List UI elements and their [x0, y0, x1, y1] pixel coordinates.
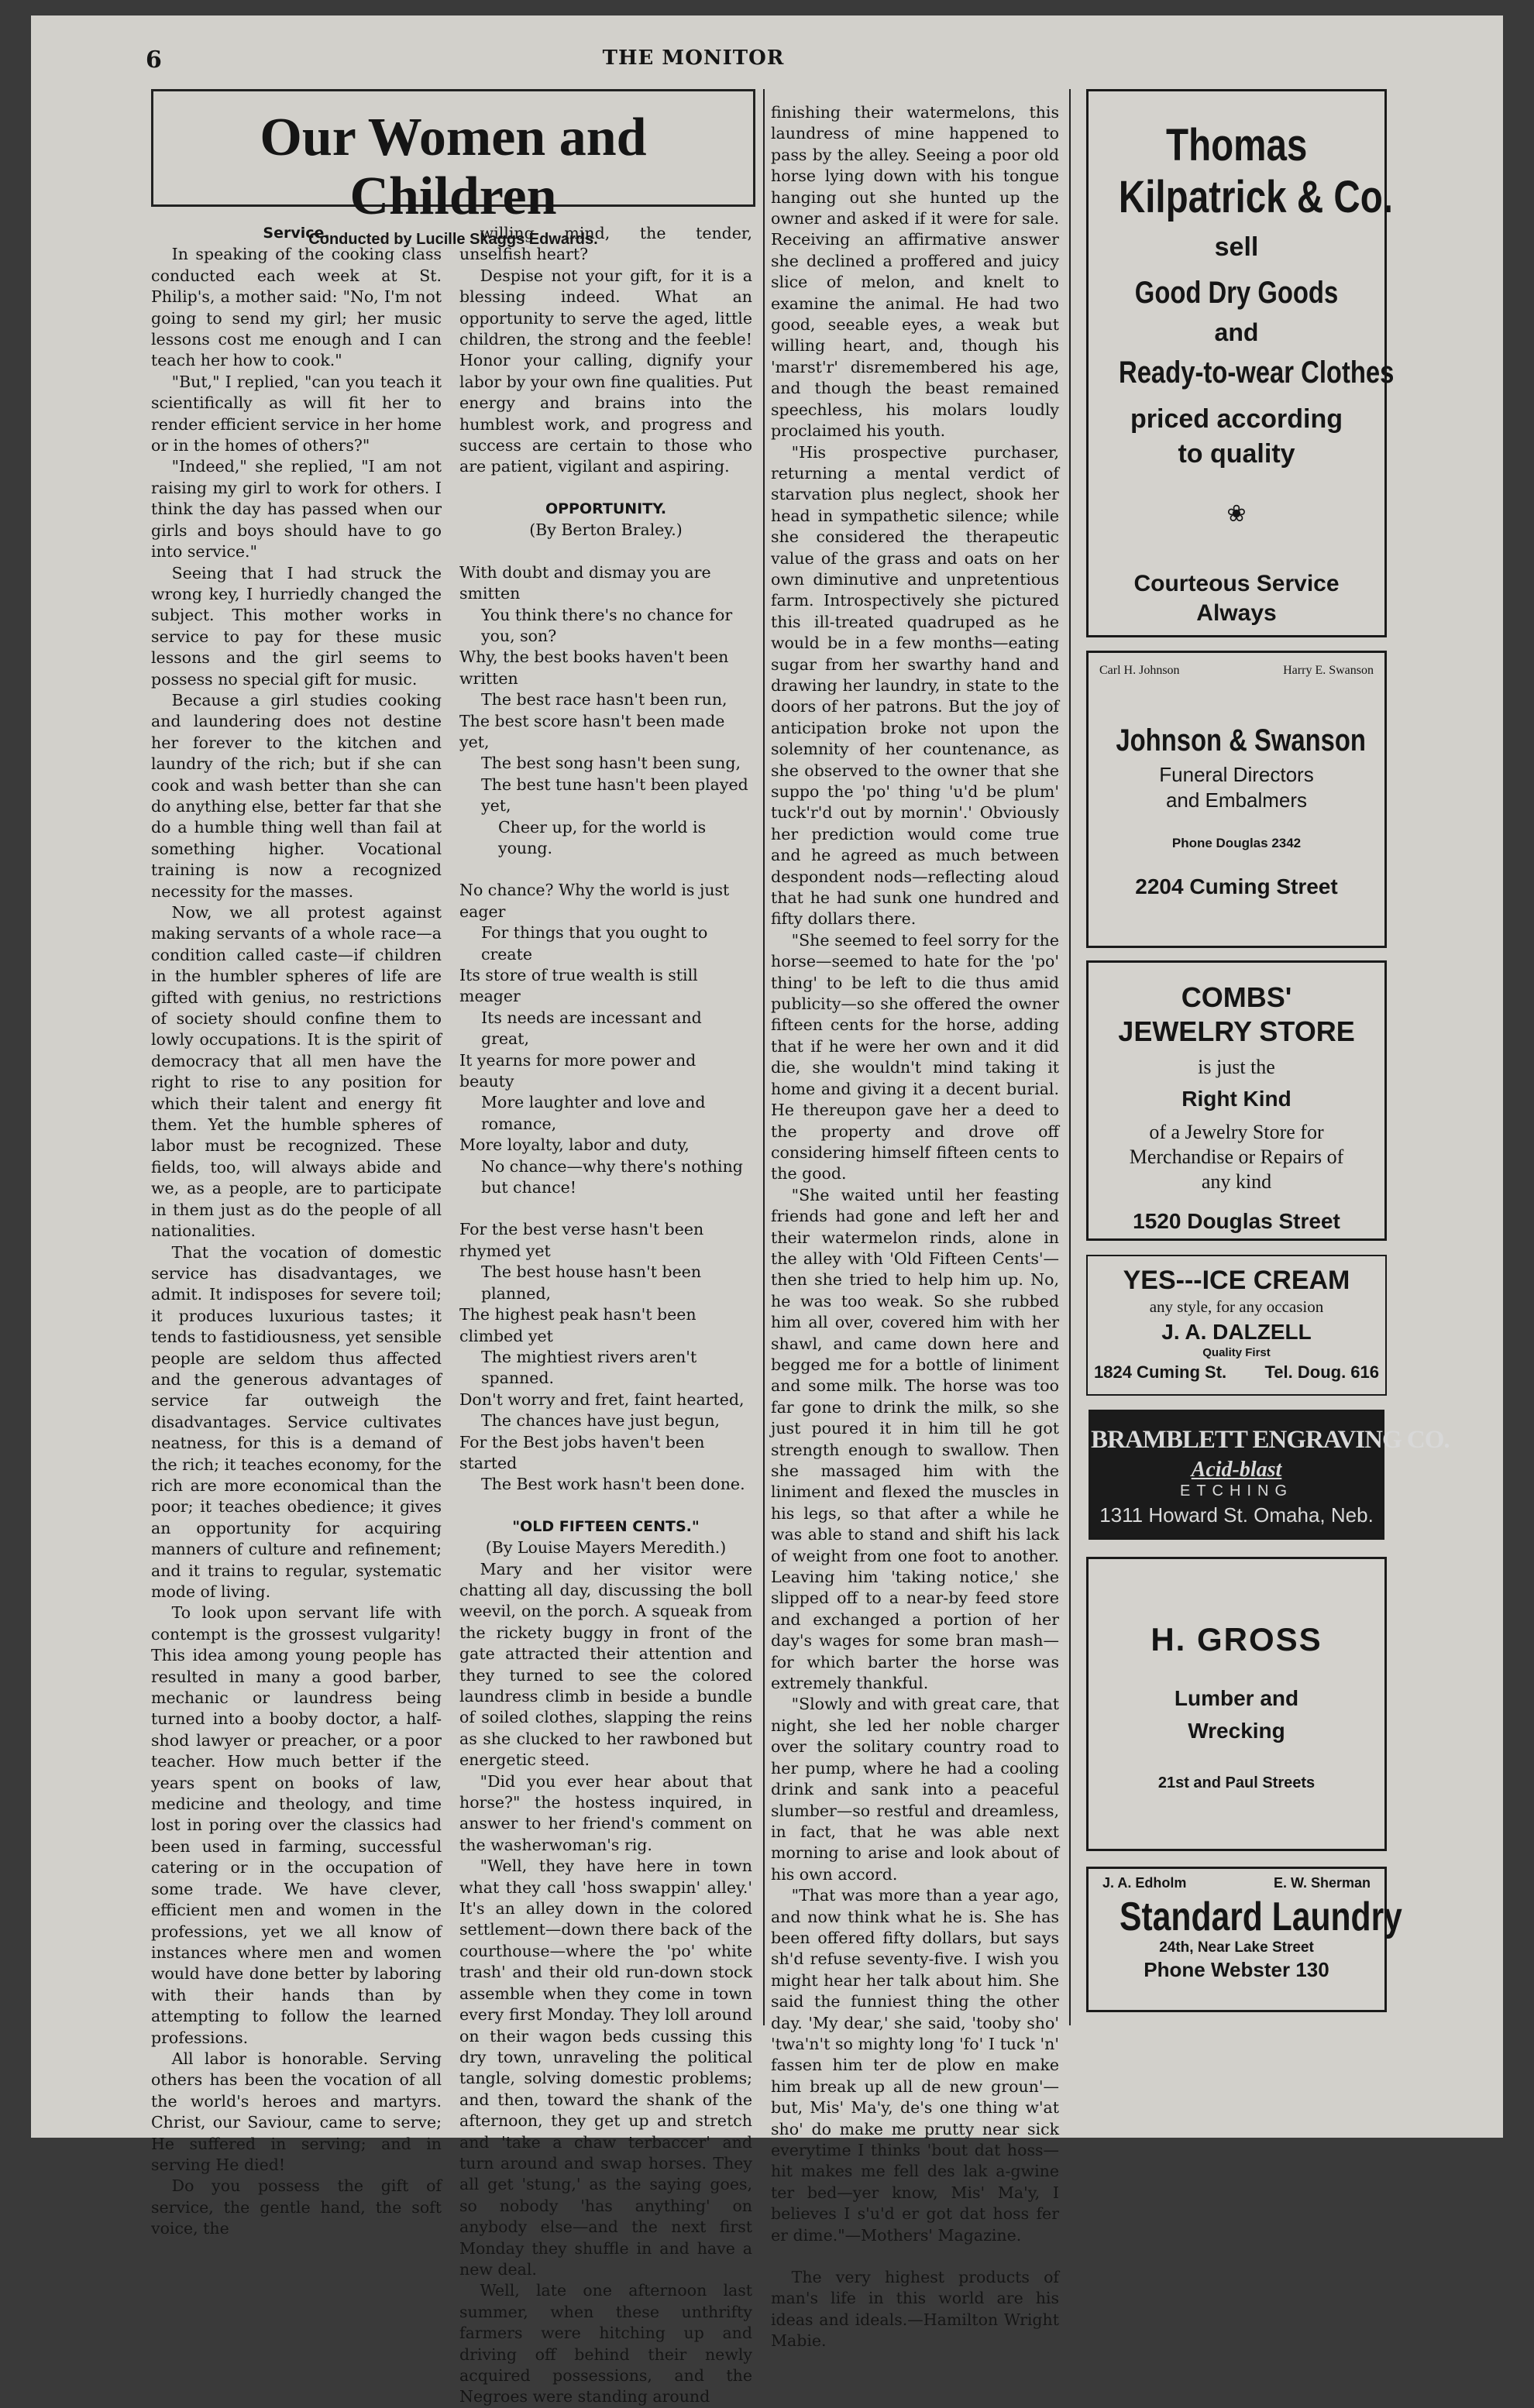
paragraph: "But," I replied, "can you teach it scientifically as will fit her to render efficient service in her home or in the homes of others?" [151, 372, 442, 455]
paragraph: The very highest products of man's life in this world are his ideas and ideals.—Hamilton Wright Mabie. [771, 2268, 1059, 2351]
poem-line: The best song hasn't been sung, [481, 754, 741, 773]
ad-combs-l5: of a Jewelry Store for [1149, 1121, 1324, 1143]
poem-line: Why, the best books haven't been written [459, 648, 729, 688]
ad-kilpatrick-l5: and [1214, 318, 1259, 346]
column-2 [459, 223, 752, 2408]
ad-kilpatrick-l10: Always [1196, 600, 1277, 626]
ad-kilpatrick-l9: Courteous Service [1133, 571, 1340, 596]
column-1 [151, 223, 442, 2240]
poem-line: More loyalty, labor and duty, [459, 1135, 690, 1155]
ad-kilpatrick-l4: Good Dry Goods [1134, 276, 1339, 310]
story-byline: (By Louise Mayers Meredith.) [485, 1538, 727, 1558]
ad-dalzell-l1: YES---ICE CREAM [1123, 1266, 1350, 1295]
poem-line: With doubt and dismay you are smitten [459, 562, 711, 603]
poem-line: For the best verse hasn't been rhymed yet [459, 1220, 704, 1260]
paragraph: To look upon servant life with contempt is the grossest vulgarity! This idea among young people has resulted in many a good barber, mechanic or laundress being turned into a booby doctor, a half-shod lawyer or preacher, or a poor teacher. How much better if the years spent on books of law, medicine and theology, and time lost in poring over the classics had been used in farming, successful catering or in the occupation of some trade. We have clever, efficient men and women in the professions, yet we all know of instances where men and women would have done better by laboring with their hands than by attempting to follow the learned professions. [151, 1603, 442, 2047]
ad-johnson-l5: 2204 Cuming Street [1135, 874, 1338, 898]
poem-line: It yearns for more power and beauty [459, 1050, 696, 1091]
section-heading: Service. [263, 225, 330, 242]
ad-kilpatrick-l6: Ready-to-wear Clothes [1119, 356, 1395, 390]
poem-line: The mightiest rivers aren't spanned. [481, 1347, 697, 1388]
ad-laundry-l2: 24th, Near Lake Street [1159, 1939, 1314, 1956]
poem-line: Cheer up, for the world is young. [498, 817, 707, 857]
poem-line: No chance? Why the world is just eager [459, 881, 730, 921]
ad-combs-jewelry [1086, 960, 1387, 1241]
ad-dalzell-l2: any style, for any occasion [1149, 1297, 1324, 1316]
paragraph: All labor is honorable. Serving others has been the vocation of all the world's heroes and martyrs. Christ, our Saviour, came to serve; He suffered in serving; and in serving He died! [151, 2049, 442, 2174]
ad-dalzell [1086, 1255, 1387, 1396]
ad-bramblett-engraving [1089, 1410, 1450, 1540]
paragraph: That the vocation of domestic service has disadvantages, we admit. It indisposes for severe toil; it produces luxurious tastes; it tends to fastidiousness, yet sensible people are seldom thus affected and the generous advantages of service far outweigh the disadvantages. Service cultivates neatness, for this is a demand of the rich; it teaches economy, for the rich are more economical than the poor; it teaches obedience; it gives an opportunity for acquiring manners of culture and refinement; and it trains to regular, systematic mode of living. [151, 1242, 442, 1601]
ad-combs-l1: COMBS' [1181, 981, 1292, 1013]
newspaper-page [31, 15, 1503, 2406]
paragraph: finishing their watermelons, this laundress of mine happened to pass by the alley. Seeing a poor old horse lying down with his tongue hanging out she hunted up the owner and asked if it were for sale. Receiving an affirmative answer she declined a proffered and juicy slice of melon, and knelt to examine the animal. He had two good, seeable eyes, a weak but willing heart, and, though his 'marst'r' disremembered his age, and though the beast remained speechless, his molars loudly proclaimed his youth. [771, 103, 1059, 441]
paragraph: Now, we all protest against making servants of a whole race—a condition called caste—if children in the humbler spheres of life are gifted with genius, no restrictions of society should confine them to lowly occupations. It is the spirit of democracy that all men have the right to rise to any position for which their talent and energy fit them. Yet the humble spheres of labor must be recognized. These fields, too, will always abide and we, as a people, are to participate in them just as do the people of all nationalities. [151, 903, 442, 1241]
paragraph: Because a girl studies cooking and laundering does not destine her forever to the kitchen and laundry of the rich; but if she can cook and wash better than she can do anything else, better far that she do a humble thing well than fail at something higher. Vocational training is now a recognized necessity for the masses. [151, 690, 442, 901]
ad-standard-laundry [1086, 1867, 1402, 2012]
ad-laundry-name-1: J. A. Edholm [1102, 1875, 1187, 1891]
ad-bramblett-l1: BRAMBLETT ENGRAVING CO. [1091, 1426, 1450, 1454]
poem-line: The Best work hasn't been done. [481, 1475, 745, 1494]
ad-bramblett-l2: Acid-blast [1191, 1458, 1282, 1482]
paragraph: Well, late one afternoon last summer, when these unthrifty farmers were hitching up and driving off behind their newly acquired possessions, and the Negroes were standing around [459, 2281, 752, 2406]
ad-johnson-l3: and Embalmers [1165, 788, 1308, 812]
ad-laundry-l1: Standard Laundry [1120, 1894, 1402, 1939]
ad-combs-l6: Merchandise or Repairs of [1129, 1146, 1344, 1168]
spacer [459, 1496, 752, 1517]
spacer [459, 541, 752, 562]
ad-dalzell-l3: J. A. DALZELL [1161, 1320, 1312, 1344]
ad-dalzell-l5: 1824 Cuming St. [1094, 1362, 1227, 1382]
poem-line: The best house hasn't been planned, [481, 1262, 702, 1303]
poem-line: The chances have just begun, [481, 1411, 721, 1431]
ad-kilpatrick-l7: priced according [1130, 404, 1343, 434]
feature-title [153, 108, 753, 226]
ad-gross-l4: 21st and Paul Streets [1157, 1774, 1316, 1791]
paragraph: "His prospective purchaser, returning a mental verdict of starvation plus neglect, shook her head in sympathetic silence; while she considered the therapeutic value of the grass and oats on her own diminutive and unpretentious farm. Introspectively she pictured this ill-treated quadruped as he would be in a few months—eating sugar from her swarthy hand and drawing her laundry, in state to the doors of her patrons. But the joy of anticipation broke not upon the solemnity of her countenance, as she observed to the owner that she suppo the 'po' thing 'u'd be plum' tuck'r'd out by mornin'.' Obviously her prediction would come true and he agreed as much between despondent nods—reflecting aloud that he had sunk one hundred and fifty dollars there. [771, 442, 1059, 929]
ad-gross-l3: Wrecking [1188, 1719, 1285, 1743]
ad-johnson-name-1: Carl H. Johnson [1099, 664, 1180, 677]
spacer [459, 478, 752, 499]
column-rule-2 [763, 89, 765, 2025]
page-header [147, 46, 1472, 77]
spacer [459, 1198, 752, 1219]
paragraph: Mary and her visitor were chatting all day, discussing the boll weevil, on the porch. A squeak from the rickety buggy in front of the gate attracted their attention and they turned to see the colored laundress climb in beside a bundle of soiled clothes, slapping the reins as she clucked to her rawboned but energetic steed. [459, 1559, 752, 1770]
ad-johnson-l1: Johnson & Swanson [1116, 723, 1366, 757]
spacer [459, 859, 752, 880]
ad-gross-l2: Lumber and [1174, 1686, 1299, 1710]
paragraph: "Slowly and with great care, that night, she led her noble charger over the solitary country road to her pump, where he had a cooling drink and sank into a peaceful slumber—so restful and dreamless, in fact, that he was able next morning to arise and look about of his own accord. [771, 1695, 1059, 1884]
column-rule-3 [1069, 89, 1071, 2025]
newspaper-title: THE MONITOR [602, 46, 785, 70]
ad-combs-l7: any kind [1201, 1170, 1272, 1193]
poem-line: The highest peak hasn't been climbed yet [459, 1305, 696, 1345]
paragraph: "She seemed to feel sorry for the horse—seemed to hate for the 'po' thing' to be left to die thus amid publicity—so she offered the owner fifteen cents for the horse, adding that if he were her own and it did die, she wouldn't mind taking it home and giving it a decent burial. He thereupon gave her a deed to the property and drove off considering himself fifteen cents to the good. [771, 930, 1059, 1183]
paragraph: Do you possess the gift of service, the gentle hand, the soft voice, the [151, 2176, 442, 2238]
paragraph: "Indeed," she replied, "I am not raising my girl to work for others. I think the day has passed when our girls and boys should have to go into service." [151, 457, 442, 562]
ad-combs-l3: is just the [1198, 1056, 1275, 1078]
poem-line: No chance—why there's nothing but chance! [481, 1156, 743, 1197]
paragraph: willing mind, the tender, unselfish heart? [459, 224, 752, 264]
paragraph: In speaking of the cooking class conducted each week at St. Philip's, a mother said: "No, I'm not going to send my girl; her music lessons cost me enough and I can teach her how to cook." [151, 245, 442, 370]
ad-h-gross [1086, 1557, 1387, 1851]
ad-kilpatrick-l1: Thomas [1165, 120, 1308, 170]
poem-byline: (By Berton Braley.) [529, 520, 683, 540]
column-3 [771, 102, 1059, 2352]
poem-line: For things that you ought to create [481, 923, 708, 964]
poem-line: For the Best jobs haven't been started [459, 1432, 705, 1472]
ad-kilpatrick-l8: to quality [1178, 439, 1295, 469]
ad-dalzell-l6: Tel. Doug. 616 [1264, 1362, 1379, 1382]
ornament-icon: ❀ [1226, 500, 1247, 527]
poem-heading: OPPORTUNITY. [545, 500, 667, 517]
ad-kilpatrick [1086, 89, 1395, 637]
poem-line: You think there's no chance for you, son? [481, 605, 733, 645]
ad-combs-l8: 1520 Douglas Street [1133, 1209, 1340, 1233]
story-heading: "OLD FIFTEEN CENTS." [512, 1517, 700, 1535]
ad-dalzell-l4: Quality First [1202, 1346, 1271, 1359]
poem-line: Its store of true wealth is still meager [459, 966, 698, 1006]
ad-johnson-l4: Phone Douglas 2342 [1171, 836, 1302, 850]
ad-johnson-swanson [1086, 651, 1387, 948]
paragraph: "Well, they have here in town what they call 'hoss swappin' alley.' It's an alley down in the colored settlement—down there back of the courthouse—where the 'po' white trash' and their old run-down stock assemble when they come in town every first Monday. They loll around on their wagon beds cussing this dry town, unraveling the political tangle, solving domestic problems; and then, toward the shank of the afternoon, they get up and stretch and 'take a chaw terbaccer' and turn around and swap horses. They all get 'stung,' as the saying goes, so nobody 'has anything' on anybody else—and the next first Monday they shuffle in and have a new deal. [459, 1857, 752, 2279]
ad-laundry-l3: Phone Webster 130 [1144, 1958, 1329, 1981]
ad-bramblett-l4: 1311 Howard St. Omaha, Neb. [1099, 1503, 1374, 1527]
poem-line: Its needs are incessant and great, [481, 1008, 702, 1049]
ad-johnson-name-2: Harry E. Swanson [1283, 664, 1374, 677]
spacer [771, 2246, 1059, 2267]
poem-line: Don't worry and fret, faint hearted, [459, 1389, 745, 1409]
poem-line: The best tune hasn't been played yet, [481, 775, 748, 816]
ad-kilpatrick-l3: sell [1214, 232, 1259, 262]
poem-line: The best race hasn't been run, [481, 690, 727, 709]
paragraph: "That was more than a year ago, and now think what he is. She has been offered fifty dollars, but says sh'd refuse seventy-five. I wish you might hear her talk about him. She said the funniest thing the other day. 'My dear,' she said, 'tooby sho' 'twa'n't so mighty long 'fo' I tuck 'n' fassen him ter de plow en make him break up all de new groun'—but, Mis' Ma'y, de's one thing w'at sho' do make me prutty near sick everytime I thinks 'bout dat hoss—hit makes me fell des lak a-gwine ter bed—yer know, Mis' Ma'y, I believes I s'u'd er got dat hoss fer er dime."—Mothers' Magazine. [771, 1886, 1059, 2245]
feature-byline: Conducted by Lucille Skaggs Edwards. [308, 231, 598, 248]
ad-kilpatrick-l2: Kilpatrick & Co. [1118, 172, 1393, 222]
paragraph: Despise not your gift, for it is a blessing indeed. What an opportunity to serve the aged, little children, the strong and the feeble! Honor your calling, dignify your labor by your own fine qualities. Put energy and brains into the humblest work, and progress and success are certain to those who are patient, vigilant and aspiring. [459, 266, 752, 476]
ad-gross-l1: H. GROSS [1150, 1621, 1322, 1657]
paragraph: Seeing that I had struck the wrong key, I hurriedly changed the subject. This mother works in service to pay for these music lessons and the girl seems to possess no special gift for music. [151, 563, 442, 689]
ad-johnson-l2: Funeral Directors [1159, 763, 1314, 786]
ad-bramblett-l3: ETCHING [1180, 1482, 1293, 1499]
ad-combs-l4: Right Kind [1181, 1087, 1292, 1111]
page-number: 6 [146, 46, 162, 74]
paragraph: "She waited until her feasting friends had gone and left her and their watermelon rinds, alone in the alley with 'Old Fifteen Cents'—then she tried to help him up. No, he was too weak. So she rubbed him all over, covered him with her shawl, and came down here and begged me for a bottle of liniment and some milk. The horse was too far gone to drink the milk, so she just poured it in him till he got strength enough to swallow. Then she massaged him with the liniment and flexed the muscles in his legs, so that after a while he was able to stand and shift his lack of weight from one foot to another. Leaving him 'taking notice,' she slipped off to a near-by feed store and exchanged a portion of her day's wages for some bran mash—for which barter the horse was extremely thankful. [771, 1185, 1059, 1693]
poem-line: More laughter and love and romance, [481, 1093, 706, 1133]
paragraph: "Did you ever hear about that horse?" the hostess inquired, in answer to her friend's comment on the washerwoman's rig. [459, 1771, 752, 1854]
poem-line: The best score hasn't been made yet, [459, 711, 725, 751]
feature-title-text: Our Women and Children [260, 108, 647, 226]
ad-laundry-name-2: E. W. Sherman [1273, 1875, 1371, 1891]
ad-combs-l2: JEWELRY STORE [1118, 1015, 1355, 1047]
